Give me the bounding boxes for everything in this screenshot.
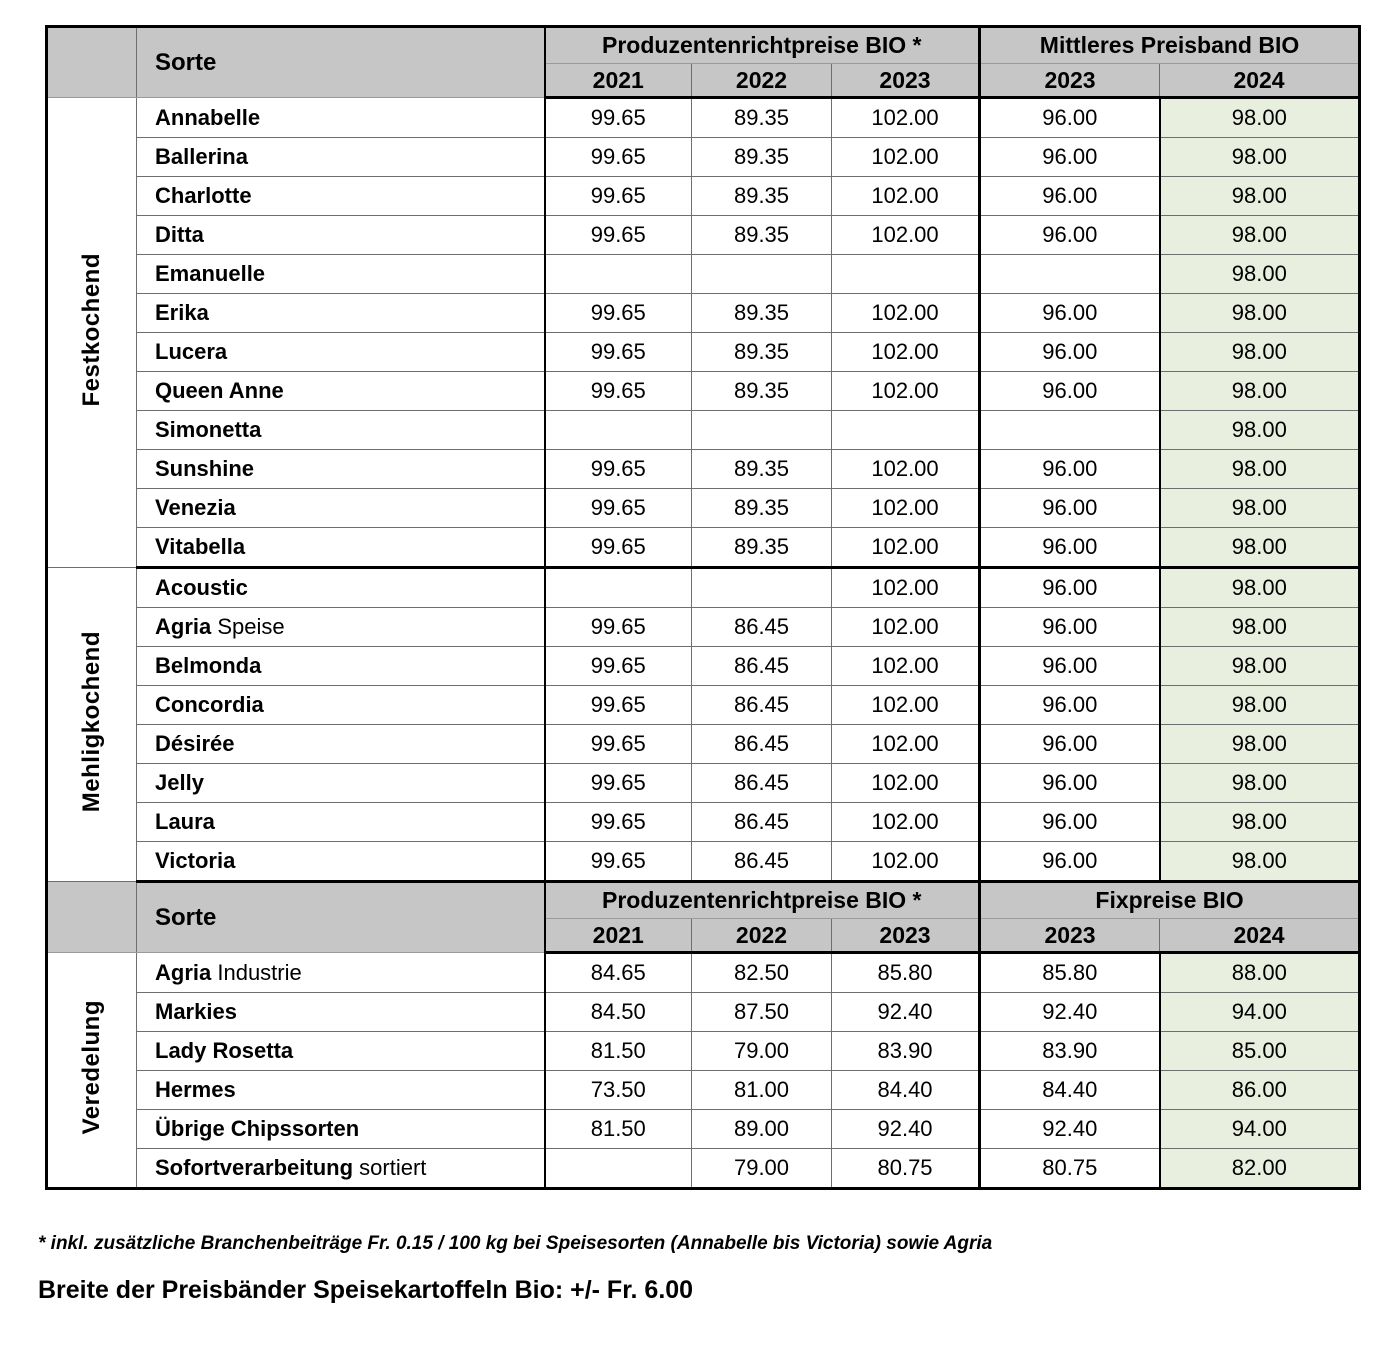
table-row — [47, 764, 1360, 803]
table-row — [47, 98, 1360, 138]
price-cell: 89.35 — [692, 372, 832, 411]
price-cell: 86.45 — [692, 725, 832, 764]
variety-name: Victoria — [137, 842, 545, 882]
table-row — [47, 489, 1360, 528]
price-cell: 99.65 — [545, 725, 692, 764]
table-row — [47, 1149, 1360, 1189]
variety-name: Agria Industrie — [137, 953, 545, 993]
price-cell: 79.00 — [692, 1032, 832, 1071]
header2-year-2022: 2022 — [692, 919, 832, 953]
price-cell: 102.00 — [832, 450, 980, 489]
price-cell: 99.65 — [545, 294, 692, 333]
header-year-2022: 2022 — [692, 64, 832, 98]
variety-name: Queen Anne — [137, 372, 545, 411]
price-cell: 102.00 — [832, 372, 980, 411]
price-cell: 86.45 — [692, 764, 832, 803]
price-cell: 89.00 — [692, 1110, 832, 1149]
price-cell: 83.90 — [832, 1032, 980, 1071]
table-row — [47, 608, 1360, 647]
price-cell: 102.00 — [832, 803, 980, 842]
price-cell: 81.50 — [545, 1032, 692, 1071]
price-cell: 98.00 — [1160, 725, 1360, 764]
price-table-wrapper — [45, 25, 1361, 1190]
price-cell: 84.50 — [545, 993, 692, 1032]
second-header — [47, 882, 1360, 953]
price-cell: 89.35 — [692, 333, 832, 372]
price-cell: 99.65 — [545, 216, 692, 255]
price-cell: 80.75 — [980, 1149, 1160, 1189]
price-cell: 86.45 — [692, 647, 832, 686]
price-cell: 73.50 — [545, 1071, 692, 1110]
price-cell: 87.50 — [692, 993, 832, 1032]
table-row — [47, 255, 1360, 294]
price-cell: 102.00 — [832, 98, 980, 138]
price-cell: 86.00 — [1160, 1071, 1360, 1110]
header-year-2024: 2024 — [1160, 64, 1360, 98]
price-band-note: Breite der Preisbänder Speisekartoffeln Bio: +/- Fr. 6.00 — [38, 1276, 694, 1304]
price-cell: 96.00 — [980, 608, 1160, 647]
table-row — [47, 803, 1360, 842]
variety-name: Simonetta — [137, 411, 545, 450]
price-cell: 102.00 — [832, 294, 980, 333]
price-cell: 102.00 — [832, 568, 980, 608]
price-cell — [832, 255, 980, 294]
price-cell: 99.65 — [545, 764, 692, 803]
variety-name: Markies — [137, 993, 545, 1032]
price-cell: 99.65 — [545, 686, 692, 725]
price-cell — [545, 411, 692, 450]
header-year-2021: 2021 — [545, 64, 692, 98]
variety-name: Concordia — [137, 686, 545, 725]
price-cell: 96.00 — [980, 528, 1160, 568]
price-cell — [980, 411, 1160, 450]
price-cell: 102.00 — [832, 608, 980, 647]
price-cell: 81.50 — [545, 1110, 692, 1149]
price-cell — [545, 568, 692, 608]
table-row — [47, 1071, 1360, 1110]
price-cell: 98.00 — [1160, 138, 1360, 177]
table-row — [47, 450, 1360, 489]
price-cell: 96.00 — [980, 216, 1160, 255]
price-cell: 92.40 — [980, 993, 1160, 1032]
header2-sorte: Sorte — [137, 882, 545, 953]
price-cell: 79.00 — [692, 1149, 832, 1189]
table-row — [47, 333, 1360, 372]
price-cell: 89.35 — [692, 294, 832, 333]
variety-name: Sunshine — [137, 450, 545, 489]
section-festkochend — [47, 98, 1360, 568]
price-cell: 98.00 — [1160, 803, 1360, 842]
price-cell: 98.00 — [1160, 294, 1360, 333]
price-cell: 85.00 — [1160, 1032, 1360, 1071]
variety-name: Emanuelle — [137, 255, 545, 294]
variety-name: Acoustic — [137, 568, 545, 608]
table-row — [47, 177, 1360, 216]
group-label-mehligkochend: Mehligkochend — [47, 568, 137, 882]
price-cell: 98.00 — [1160, 216, 1360, 255]
price-cell — [692, 255, 832, 294]
price-cell: 96.00 — [980, 294, 1160, 333]
price-cell: 98.00 — [1160, 842, 1360, 882]
price-cell — [832, 411, 980, 450]
variety-name: Agria Speise — [137, 608, 545, 647]
price-cell: 99.65 — [545, 528, 692, 568]
header2-year-2023-fix: 2023 — [980, 919, 1160, 953]
price-cell: 86.45 — [692, 686, 832, 725]
price-cell: 89.35 — [692, 216, 832, 255]
price-cell: 102.00 — [832, 333, 980, 372]
price-cell: 102.00 — [832, 686, 980, 725]
price-cell: 98.00 — [1160, 647, 1360, 686]
table-row — [47, 138, 1360, 177]
price-cell: 102.00 — [832, 842, 980, 882]
price-cell: 96.00 — [980, 764, 1160, 803]
price-cell: 80.75 — [832, 1149, 980, 1189]
header2-corner-cell — [47, 882, 137, 953]
header-mittleres-preisband: Mittleres Preisband BIO — [980, 27, 1360, 64]
variety-name: Belmonda — [137, 647, 545, 686]
table-row — [47, 528, 1360, 568]
price-cell: 99.65 — [545, 138, 692, 177]
price-cell: 99.65 — [545, 647, 692, 686]
table-row — [47, 216, 1360, 255]
header-produzentenrichtpreise: Produzentenrichtpreise BIO * — [545, 27, 980, 64]
price-cell: 98.00 — [1160, 608, 1360, 647]
variety-name: Übrige Chipssorten — [137, 1110, 545, 1149]
price-cell: 98.00 — [1160, 528, 1360, 568]
price-cell: 98.00 — [1160, 255, 1360, 294]
price-cell: 96.00 — [980, 450, 1160, 489]
price-cell: 86.45 — [692, 803, 832, 842]
bio-price-table — [45, 25, 1361, 1190]
price-cell: 82.00 — [1160, 1149, 1360, 1189]
price-cell: 99.65 — [545, 177, 692, 216]
price-cell: 84.40 — [980, 1071, 1160, 1110]
price-cell: 92.40 — [832, 993, 980, 1032]
price-cell: 96.00 — [980, 686, 1160, 725]
variety-name: Ballerina — [137, 138, 545, 177]
top-header — [47, 27, 1360, 98]
variety-name: Laura — [137, 803, 545, 842]
table-row — [47, 993, 1360, 1032]
table-row — [47, 372, 1360, 411]
table-row — [47, 1032, 1360, 1071]
price-cell: 99.65 — [545, 450, 692, 489]
price-cell: 89.35 — [692, 528, 832, 568]
price-cell: 96.00 — [980, 842, 1160, 882]
price-cell: 92.40 — [832, 1110, 980, 1149]
price-cell: 85.80 — [832, 953, 980, 993]
price-cell: 98.00 — [1160, 333, 1360, 372]
price-cell: 102.00 — [832, 647, 980, 686]
header-year-2023-band: 2023 — [980, 64, 1160, 98]
price-cell: 84.40 — [832, 1071, 980, 1110]
variety-name: Vitabella — [137, 528, 545, 568]
variety-name: Charlotte — [137, 177, 545, 216]
price-cell: 99.65 — [545, 489, 692, 528]
section-mehligkochend — [47, 568, 1360, 882]
price-cell: 98.00 — [1160, 489, 1360, 528]
variety-name: Désirée — [137, 725, 545, 764]
price-cell: 98.00 — [1160, 568, 1360, 608]
header2-year-2021: 2021 — [545, 919, 692, 953]
price-cell: 102.00 — [832, 216, 980, 255]
price-cell: 96.00 — [980, 489, 1160, 528]
variety-name: Lucera — [137, 333, 545, 372]
variety-name: Ditta — [137, 216, 545, 255]
table-row — [47, 725, 1360, 764]
table-row — [47, 294, 1360, 333]
price-cell: 98.00 — [1160, 177, 1360, 216]
price-cell: 98.00 — [1160, 450, 1360, 489]
price-cell: 99.65 — [545, 803, 692, 842]
footnote: * inkl. zusätzliche Branchenbeiträge Fr. 0.15 / 100 kg bei Speisesorten (Annabelle bis Victoria) sowie Agria — [38, 1233, 993, 1254]
price-cell — [545, 255, 692, 294]
header2-produzentenrichtpreise: Produzentenrichtpreise BIO * — [545, 882, 980, 919]
price-cell: 89.35 — [692, 138, 832, 177]
price-cell: 98.00 — [1160, 411, 1360, 450]
price-cell: 102.00 — [832, 725, 980, 764]
price-cell: 96.00 — [980, 725, 1160, 764]
price-cell: 89.35 — [692, 450, 832, 489]
header-sorte: Sorte — [137, 27, 545, 98]
price-cell: 99.65 — [545, 842, 692, 882]
variety-name: Lady Rosetta — [137, 1032, 545, 1071]
price-cell: 102.00 — [832, 177, 980, 216]
variety-name: Annabelle — [137, 98, 545, 138]
price-cell: 96.00 — [980, 98, 1160, 138]
variety-name: Erika — [137, 294, 545, 333]
table-row — [47, 411, 1360, 450]
price-cell: 86.45 — [692, 608, 832, 647]
price-cell: 96.00 — [980, 803, 1160, 842]
price-cell: 96.00 — [980, 372, 1160, 411]
price-cell: 81.00 — [692, 1071, 832, 1110]
price-cell: 94.00 — [1160, 1110, 1360, 1149]
price-cell: 82.50 — [692, 953, 832, 993]
price-cell: 96.00 — [980, 647, 1160, 686]
header2-year-2024: 2024 — [1160, 919, 1360, 953]
variety-name: Hermes — [137, 1071, 545, 1110]
price-cell: 102.00 — [832, 764, 980, 803]
price-cell: 92.40 — [980, 1110, 1160, 1149]
header-corner-cell — [47, 27, 137, 98]
price-cell: 89.35 — [692, 98, 832, 138]
table-row — [47, 842, 1360, 882]
header-year-2023: 2023 — [832, 64, 980, 98]
price-cell: 102.00 — [832, 528, 980, 568]
price-cell: 98.00 — [1160, 372, 1360, 411]
price-cell: 96.00 — [980, 568, 1160, 608]
price-cell: 96.00 — [980, 177, 1160, 216]
section-veredelung — [47, 953, 1360, 1189]
price-cell: 99.65 — [545, 333, 692, 372]
price-cell: 98.00 — [1160, 98, 1360, 138]
table-row — [47, 1110, 1360, 1149]
price-cell: 98.00 — [1160, 764, 1360, 803]
price-cell: 88.00 — [1160, 953, 1360, 993]
price-cell: 96.00 — [980, 138, 1160, 177]
table-row — [47, 953, 1360, 993]
table-row — [47, 568, 1360, 608]
price-cell — [545, 1149, 692, 1189]
price-cell: 94.00 — [1160, 993, 1360, 1032]
price-cell: 86.45 — [692, 842, 832, 882]
table-row — [47, 647, 1360, 686]
group-label-veredelung: Veredelung — [47, 953, 137, 1189]
price-cell: 99.65 — [545, 372, 692, 411]
price-cell: 84.65 — [545, 953, 692, 993]
variety-name: Jelly — [137, 764, 545, 803]
price-cell: 85.80 — [980, 953, 1160, 993]
price-cell: 99.65 — [545, 98, 692, 138]
price-cell: 83.90 — [980, 1032, 1160, 1071]
variety-name: Sofortverarbeitung sortiert — [137, 1149, 545, 1189]
price-cell: 89.35 — [692, 177, 832, 216]
header2-fixpreise: Fixpreise BIO — [980, 882, 1360, 919]
price-cell — [692, 568, 832, 608]
price-cell: 89.35 — [692, 489, 832, 528]
price-cell — [980, 255, 1160, 294]
price-cell: 96.00 — [980, 333, 1160, 372]
price-cell: 98.00 — [1160, 686, 1360, 725]
price-cell: 102.00 — [832, 138, 980, 177]
variety-name: Venezia — [137, 489, 545, 528]
header2-year-2023: 2023 — [832, 919, 980, 953]
price-cell — [692, 411, 832, 450]
table-row — [47, 686, 1360, 725]
price-cell: 99.65 — [545, 608, 692, 647]
group-label-festkochend: Festkochend — [47, 98, 137, 568]
price-cell: 102.00 — [832, 489, 980, 528]
